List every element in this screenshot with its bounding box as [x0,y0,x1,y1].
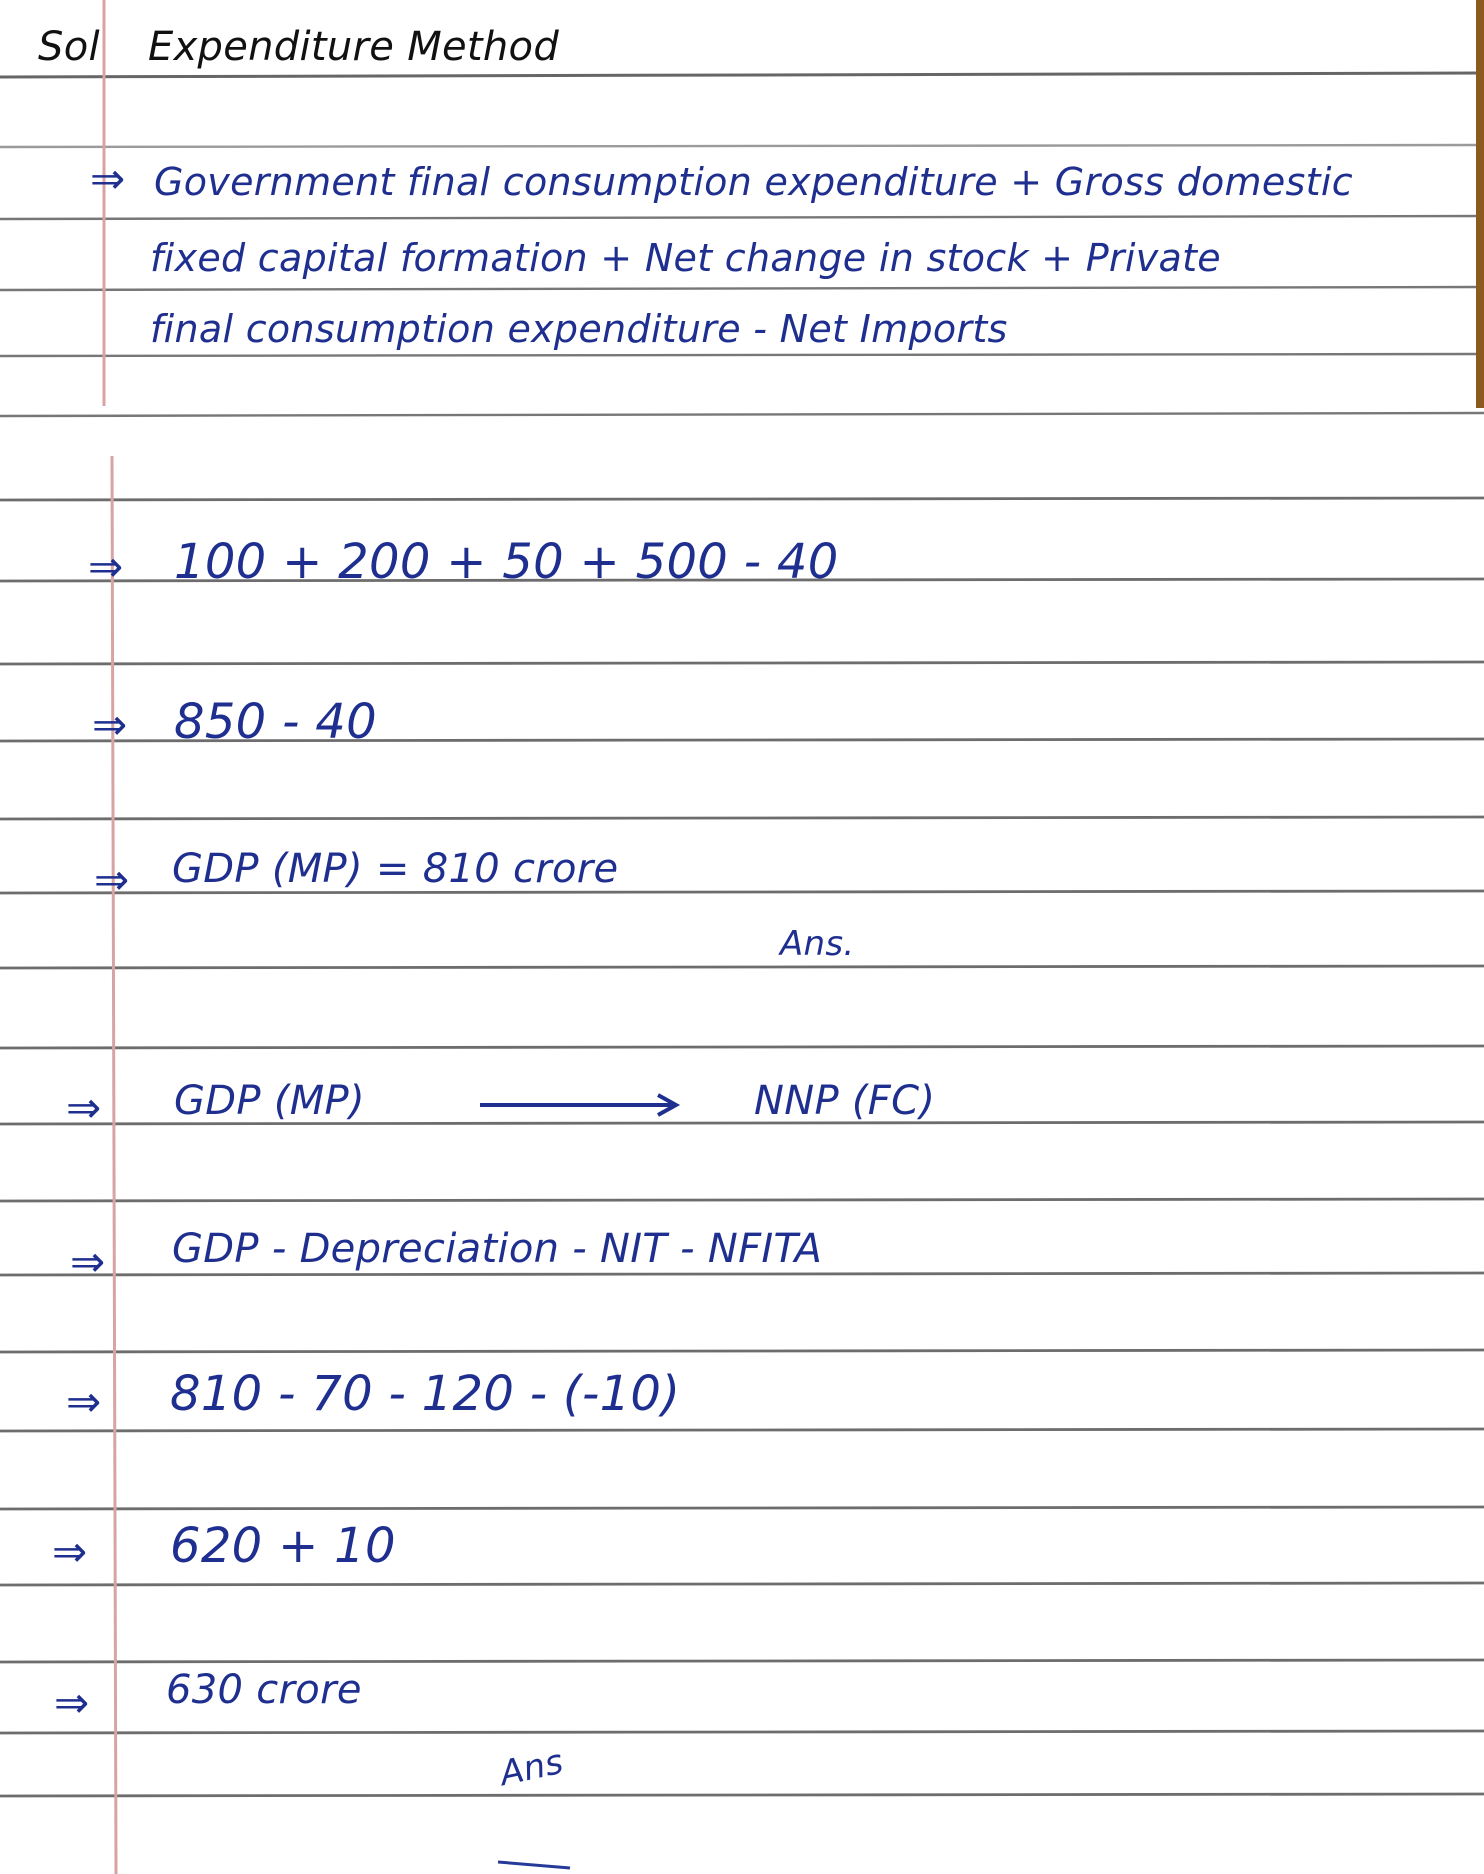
ruled-line [0,1794,1484,1796]
solution-title: Expenditure Method [148,24,560,70]
ruled-line [0,1273,1484,1275]
ruled-line [0,1583,1484,1585]
nnp-formula: GDP - Depreciation - NIT - NFITA [172,1226,823,1272]
conversion-to: NNP (FC) [754,1078,936,1124]
nnp-substitution: 810 - 70 - 120 - (-10) [170,1366,681,1422]
implication-arrow-icon: ⇒ [66,1083,102,1132]
formula-line-1: Government final consumption expenditure + Gross domestic [154,160,1353,204]
answer-label: Ans. [780,924,855,964]
nnp-result: 630 crore [166,1667,362,1713]
conversion-from: GDP (MP) [174,1078,365,1124]
implication-arrow-icon: ⇒ [70,1237,106,1286]
ruled-line [0,1350,1484,1352]
solution-label: Sol [38,24,100,70]
nnp-intermediate: 620 + 10 [170,1518,396,1574]
implication-arrow-icon: ⇒ [88,542,124,591]
ruled-line [0,1199,1484,1201]
answer-label: Ans [496,1741,567,1795]
ruled-line [0,966,1484,968]
formula-line-3: final consumption expenditure - Net Imports [150,307,1008,351]
gdp-result: GDP (MP) = 810 crore [172,846,619,892]
page-edge-mark [1476,0,1484,408]
ruled-line [0,1731,1484,1733]
formula-line-2: fixed capital formation + Net change in stock + Private [150,236,1221,280]
implication-arrow-icon: ⇒ [94,855,130,904]
implication-arrow-icon: ⇒ [66,1377,102,1426]
ruled-line [0,1507,1484,1509]
implication-arrow-icon: ⇒ [90,154,126,203]
ruled-line [0,1046,1484,1048]
ruled-line [0,817,1484,819]
conversion-arrow-icon [476,1087,696,1121]
implication-arrow-icon: ⇒ [92,700,128,749]
step-2-expression: 850 - 40 [174,694,377,750]
ruled-line [0,662,1484,664]
implication-arrow-icon: ⇒ [52,1527,88,1576]
ruled-line [0,1429,1484,1431]
step-1-expression: 100 + 200 + 50 + 500 - 40 [174,534,839,590]
ruled-line [0,1660,1484,1662]
implication-arrow-icon: ⇒ [54,1678,90,1727]
